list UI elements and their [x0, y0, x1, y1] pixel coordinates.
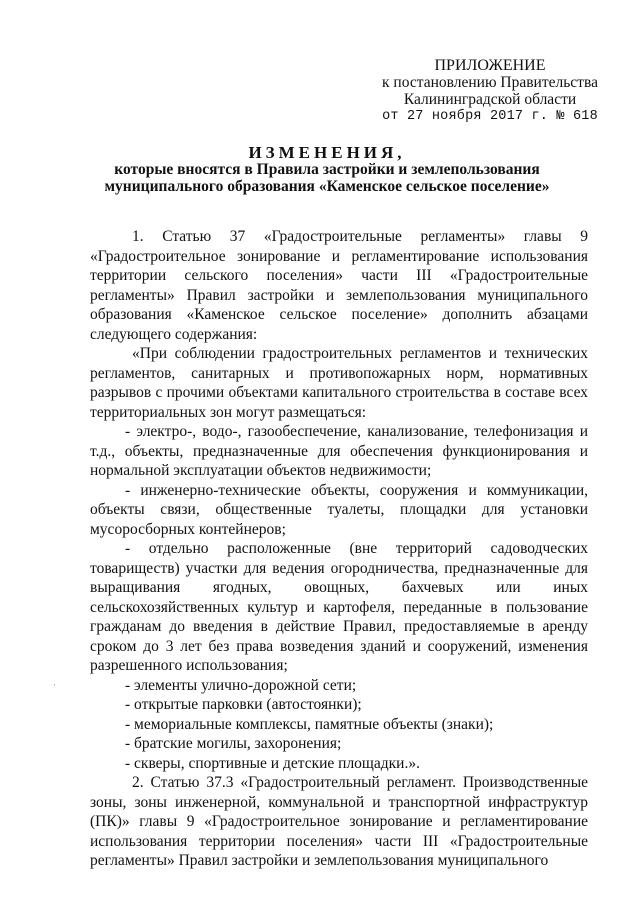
- list-item: - инженерно-технические объекты, сооружения и коммуникации, объекты связи, общественные туалеты, площадки для установки мусоросборных контейнеров;: [90, 481, 588, 538]
- paragraph-1: 1. Статью 37 «Градостроительные регламенты» главы 9 «Градостроительное зонирование и регламентирование использования территории сельского поселения» части III «Градостроительные регламенты» Правил застройки и землепользования муниципального образования «Каменское сельское поселение» дополнить абзацами следующего содержания:: [90, 228, 588, 343]
- list-item: - электро-, водо-, газообеспечение, канализование, телефонизация и т.д., объекты, предназначенные для обеспечения функционирования и нормальной эксплуатации объектов недвижимости;: [90, 423, 588, 479]
- appendix-title: ПРИЛОЖЕНИЕ: [434, 57, 546, 74]
- appendix-line-resolution: к постановлению Правительства: [382, 74, 598, 91]
- document-body: [90, 227, 588, 871]
- scan-speck: [54, 684, 55, 686]
- list-item: - скверы, спортивные и детские площадки.».: [125, 754, 420, 772]
- list-item: - мемориальные комплексы, памятные объекты (знаки);: [125, 715, 494, 733]
- paragraph-2: «При соблюдении градостроительных регламентов и технических регламентов, санитарных и противопожарных норм, нормативных разрывов с прочими объектами капитального строительства в составе всех территориальных зон могут размещаться:: [90, 345, 588, 421]
- document-heading: [82, 144, 572, 195]
- appendix-block: [380, 57, 600, 125]
- heading-line-2: муниципального образования «Каменское сельское поселение»: [104, 178, 550, 195]
- paragraph-3: 2. Статью 37.3 «Градостроительный регламент. Производственные зоны, зоны инженерной, коммунальной и транспортной инфраструктур (ПК)» главы 9 «Градостроительное зонирование и регламентирование использования территории поселения» части III «Градостроительные регламенты» Правил застройки и землепользования муниципального: [90, 774, 588, 869]
- appendix-date: от 27 ноября 2017 г. № 618: [382, 109, 598, 124]
- list-item: - открытые парковки (автостоянки);: [125, 696, 362, 713]
- list-item: - элементы улично-дорожной сети;: [125, 676, 357, 694]
- appendix-line-region: Калининградской области: [403, 91, 577, 108]
- list-item: - братские могилы, захоронения;: [125, 735, 342, 752]
- list-item: - отдельно расположенные (вне территорий садоводческих товариществ) участки для ведения огородничества, предназначенные для выращивания ягодных, овощных, бахчевых или иных сельскохозяйственных культур и картофеля, переданные в пользование гражданам до введения в действие Правил, предоставляемые в аренду сроком до 3 лет без права возведения зданий и сооружений, изменения разрешенного использования;: [90, 540, 588, 674]
- heading-line-1: которые вносятся в Правила застройки и землепользования: [114, 161, 540, 178]
- heading-title: ИЗМЕНЕНИЯ,: [248, 143, 406, 162]
